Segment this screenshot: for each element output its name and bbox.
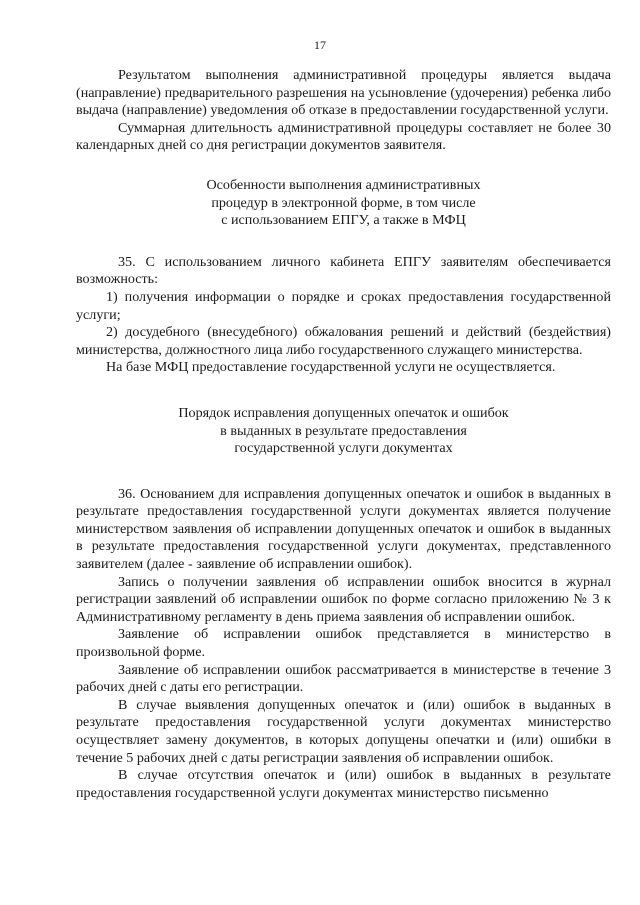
heading-line: государственной услуги документах [234,440,453,457]
heading-line: в выданных в результате предоставления [220,422,467,439]
list-item-2: 2) досудебного (внесудебного) обжалования решений и действий (бездействия) министерства, должностного лица либо государственного служащего министерства. [76,324,611,358]
paragraph-36: 36. Основанием для исправления допущенных опечаток и ошибок в выданных в результате предоставления государственной услуги документах является получение министерством заявления об исправлении допущенных опечаток и ошибок в выданных в результате предоставления государственной услуги документах, представленного заявителем (далее - заявление об исправлении ошибок). [76,485,611,573]
paragraph-form: Заявление об исправлении ошибок представляется в министерство в произвольной форме. [76,626,611,661]
paragraph-duration: Суммарная длительность административной процедуры составляет не более 30 календарных дней со дня регистрации документов заявителя. [76,119,611,154]
paragraph-journal: Запись о получении заявления об исправлении ошибок вносится в журнал регистрации заявлений об исправлении ошибок по форме согласно приложению № 3 к Административному регламенту в день приема заявления об исправлении ошибок. [76,573,611,625]
document-body [76,67,611,802]
paragraph-result: Результатом выполнения административной процедуры является выдача (направление) предварительного разрешения на усыновление (удочерения) ребенка либо выдача (направление) уведомления об отказе в предоставлении государственной услуги. [76,67,611,119]
paragraph-replacement: В случае выявления допущенных опечаток и (или) ошибок в выданных в результате предоставления государственной услуги документах министерство осуществляет замену документов, в которых допущены опечатки и (или) ошибки в течение 5 рабочих дней с даты регистрации заявления об исправлении ошибок. [76,696,611,766]
heading-line: Особенности выполнения административных [206,176,481,193]
heading-line: с использованием ЕПГУ, а также в МФЦ [221,212,466,229]
paragraph-mfc: На базе МФЦ предоставление государственной услуги не осуществляется. [106,359,556,376]
paragraph-absence: В случае отсутствия опечаток и (или) ошибок в выданных в результате предоставления государственной услуги документах министерство письменно [76,767,611,801]
heading-line: процедур в электронной форме, в том числе [211,194,476,211]
heading-line: Порядок исправления допущенных опечаток и ошибок [178,404,509,421]
page-number: 17 [314,38,326,52]
section-heading-electronic [76,177,611,230]
paragraph-review: Заявление об исправлении ошибок рассматривается в министерстве в течение 3 рабочих дней с даты его регистрации. [76,661,611,696]
section-heading-corrections [76,405,611,458]
list-item-1: 1) получения информации о порядке и сроках предоставления государственной услуги; [76,288,611,323]
paragraph-35: 35. С использованием личного кабинета ЕПГУ заявителям обеспечивается возможность: [76,253,611,288]
